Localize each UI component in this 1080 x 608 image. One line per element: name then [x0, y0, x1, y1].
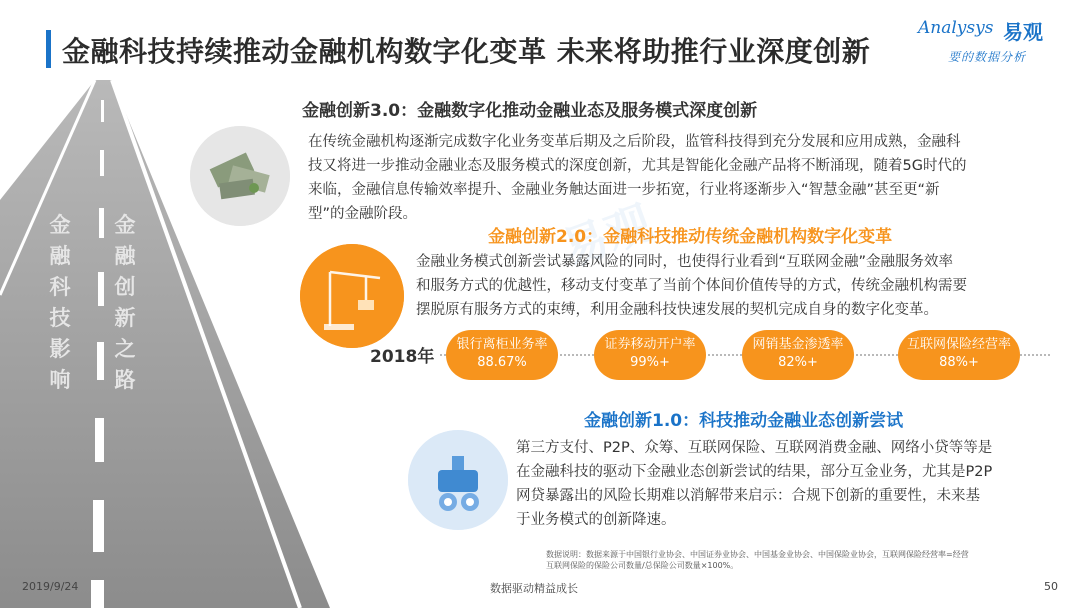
footer-slogan: 数据驱动精益成长	[490, 582, 578, 595]
data-note	[546, 549, 1066, 571]
innovation3-line: 技又将进一步推动金融业态及服务模式的深度创新，尤其是智能化金融产品将不断涌现，随着5G时代的	[308, 158, 967, 174]
logo-tagline: 要的数据分析	[948, 50, 1027, 64]
innovation3-line: 来临，金融信息传输效率提升、金融业务触达面进一步拓宽，行业将逐渐步入“智慧金融”甚至更“新	[308, 182, 940, 198]
innovation1-title: 金融创新1.0：科技推动金融业态创新尝试	[584, 411, 904, 431]
innovation2-line: 摆脱原有服务方式的束缚，利用金融科技快速发展的契机完成自身的数字化变革。	[416, 302, 938, 318]
innovation2-body	[416, 250, 1056, 322]
banknotes-icon	[190, 126, 290, 226]
innovation1-line: 第三方支付、P2P、众筹、互联网保险、互联网消费金融、网络小贷等等是	[516, 440, 993, 456]
money-illustration	[190, 126, 290, 226]
stat-pill	[594, 330, 706, 380]
crane-icon	[300, 244, 404, 348]
innovation2-title: 金融创新2.0：金融科技推动传统金融机构数字化变革	[488, 227, 893, 247]
logo-text-cn: 易观	[1003, 20, 1043, 44]
robot-icon	[408, 430, 508, 530]
page-title: 金融科技持续推动金融机构数字化变革 未来将助推行业深度创新	[62, 35, 871, 68]
stat-value: 88%+	[939, 355, 979, 370]
innovation3-line: 在传统金融机构逐渐完成数字化业务变革后期及之后阶段，监管科技得到充分发展和应用成熟，金融科	[308, 134, 961, 150]
innovation2-line: 和服务方式的优越性，移动支付变革了当前个体间价值传导的方式，传统金融机构需要	[416, 278, 967, 294]
stat-label: 互联网保险经营率	[906, 337, 1011, 352]
crane-illustration	[300, 244, 404, 348]
data-note-line: 互联网保险的保险公司数量/总保险公司数量×100%。	[546, 561, 739, 570]
innovation1-line: 在金融科技的驱动下金融业态创新尝试的结果，部分互金业务，尤其是P2P	[516, 464, 993, 480]
innovation3-title: 金融创新3.0：金融数字化推动金融业态及服务模式深度创新	[302, 101, 758, 121]
watermark: 易观	[554, 194, 660, 277]
innovation1-body	[516, 436, 1056, 532]
page-number: 50	[1044, 580, 1058, 593]
stat-value: 88.67%	[477, 355, 527, 370]
stat-value: 82%+	[778, 355, 818, 370]
road-label-impact: 金融科技影响	[49, 213, 71, 392]
road-label-innovation-path: 金融创新之路	[114, 213, 136, 392]
stat-label: 银行离柜业务率	[456, 337, 548, 352]
footer-date: 2019/9/24	[22, 580, 79, 593]
innovation3-line: 型”的金融阶段。	[308, 206, 418, 222]
title-accent-bar	[46, 30, 51, 68]
stats-year: 2018年	[370, 347, 435, 367]
innovation1-line: 网贷暴露出的风险长期难以消解带来启示：合规下创新的重要性，未来基	[516, 488, 980, 504]
stat-value: 99%+	[630, 355, 670, 370]
stat-pill	[446, 330, 558, 380]
tech-illustration	[408, 430, 508, 530]
innovation2-line: 金融业务模式创新尝试暴露风险的同时，也使得行业看到“互联网金融”金融服务效率	[416, 254, 954, 270]
innovation3-body	[308, 130, 1048, 226]
stat-pill	[742, 330, 854, 380]
stat-label: 证券移动开户率	[604, 337, 696, 352]
stat-label: 网销基金渗透率	[752, 337, 844, 352]
logo-text-en: Analysys	[918, 18, 994, 38]
data-note-line: 数据说明：数据来源于中国银行业协会、中国证券业协会、中国基金业协会、中国保险业协会，互联网保险经营率=经营	[546, 550, 969, 559]
stat-pill	[898, 330, 1020, 380]
innovation1-line: 于业务模式的创新降速。	[516, 512, 676, 528]
